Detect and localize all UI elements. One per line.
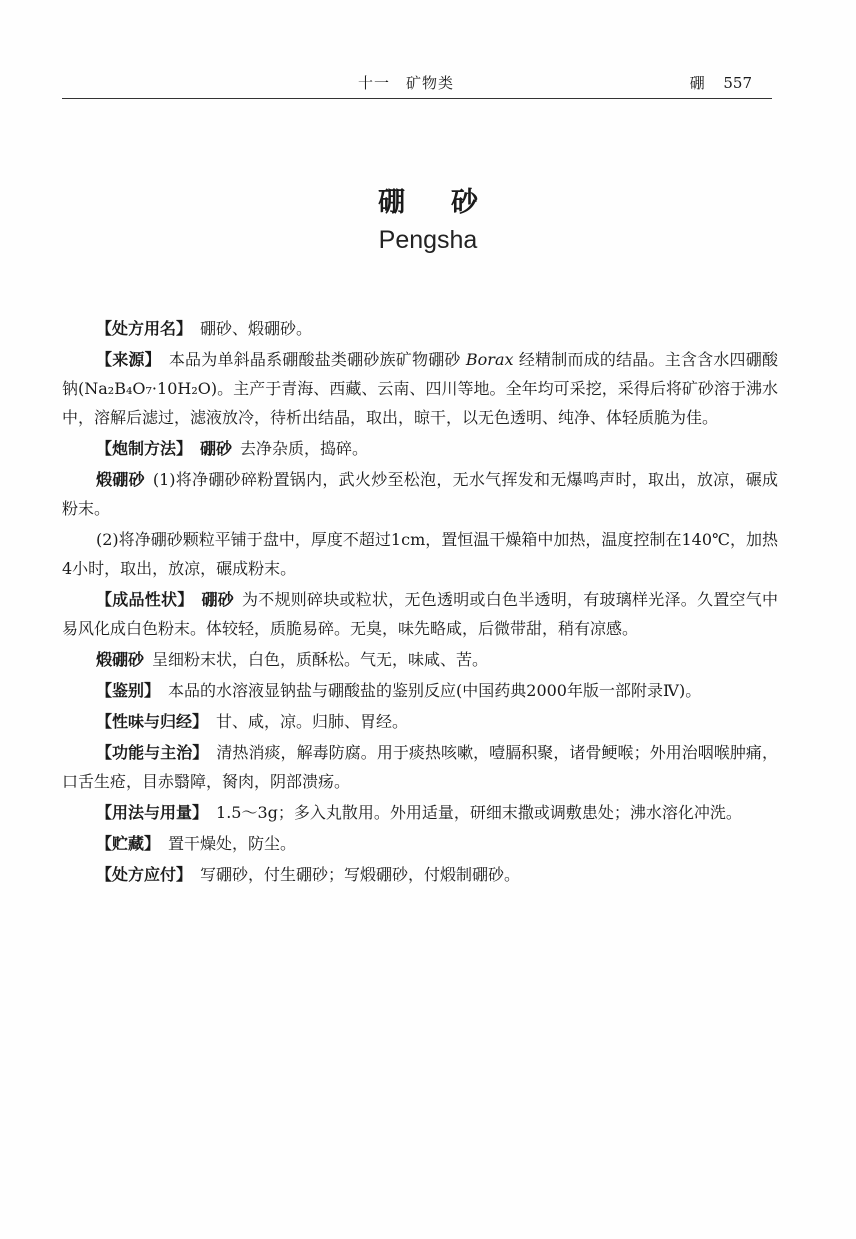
- entry-label: 硼: [689, 74, 705, 92]
- section-product-properties: [62, 585, 778, 643]
- section-text: (2)将净硼砂颗粒平铺于盘中，厚度不超过1cm，置恒温干燥箱中加热，温度控制在140℃，加热4小时，取出，放凉，碾成粉末。: [62, 530, 778, 578]
- running-header: [62, 70, 772, 99]
- section-storage: [62, 829, 778, 858]
- section-heading: 【贮藏】: [96, 834, 161, 853]
- section-nature-meridian: [62, 707, 778, 736]
- section-text: 去净杂质，捣碎。: [240, 439, 369, 458]
- section-heading: 【成品性状】: [96, 590, 194, 609]
- section-text: 本品为单斜晶系硼酸盐类硼砂族矿物硼砂: [168, 350, 461, 369]
- section-text: 写硼砂，付生硼砂；写煅硼砂，付煅制硼砂。: [200, 865, 521, 884]
- section-heading: 【功能与主治】: [96, 743, 209, 762]
- section-dispensing: [62, 860, 778, 889]
- section-text: 甘、咸，凉。归肺、胃经。: [216, 712, 409, 731]
- entry-body: [62, 314, 778, 891]
- section-heading: 【处方应付】: [96, 865, 193, 884]
- page-subtitle-pinyin: Pengsha: [378, 226, 478, 254]
- section-heading: 【鉴别】: [96, 681, 161, 700]
- section-heading: 【来源】: [96, 350, 161, 369]
- page-number: 557: [723, 74, 752, 92]
- section-text: 置干燥处，防尘。: [168, 834, 297, 853]
- page-title: 硼砂: [378, 187, 524, 218]
- section-text: 本品的水溶液显钠盐与硼酸盐的鉴别反应(中国药典2000年版一部附录Ⅳ)。: [168, 681, 702, 700]
- section-prescription-name: [62, 314, 778, 343]
- section-text: 硼砂、煅硼砂。: [200, 319, 313, 338]
- item-keyword: 硼砂: [201, 590, 234, 609]
- section-source: [62, 345, 778, 432]
- section-processing: [62, 434, 778, 463]
- section-text: 经精制而成的结晶。主含含水四硼酸钠(Na₂B₄O₇·10H₂O)。主产于青海、西藏、云南、四川等地。全年均可采挖，采得后将矿砂溶于沸水中，溶解后滤过，滤液放冷，待析出结晶，取出，晾干，以无色透明、纯净、体轻质脆为佳。: [62, 350, 778, 427]
- item-keyword: 煅硼砂: [96, 470, 145, 489]
- section-text: 清热消痰，解毒防腐。用于痰热咳嗽，噎膈积聚，诸骨鲠喉；外用治咽喉肿痛，口舌生疮，目赤翳障，胬肉，阴部溃疡。: [62, 743, 778, 791]
- section-text: 1.5～3g；多入丸散用。外用适量，研细末撒或调敷患处；沸水溶化冲洗。: [216, 803, 742, 822]
- section-heading: 【用法与用量】: [96, 803, 209, 822]
- section-function: [62, 738, 778, 796]
- item-keyword: 煅硼砂: [96, 650, 145, 669]
- latin-name: Borax: [465, 350, 514, 369]
- section-text: 为不规则碎块或粒状，无色透明或白色半透明，有玻璃样光泽。久置空气中易风化成白色粉末。体较轻，质脆易碎。无臭，味先略咸，后微带甜，稍有凉感。: [62, 590, 778, 638]
- section-text: (1)将净硼砂碎粉置锅内，武火炒至松泡，无水气挥发和无爆鸣声时，取出，放凉，碾成粉末。: [62, 470, 778, 518]
- section-product-calcined: [62, 645, 778, 674]
- section-heading: 【处方用名】: [96, 319, 193, 338]
- chapter-label: 十一 矿物类: [358, 74, 455, 92]
- section-heading: 【炮制方法】: [96, 439, 193, 458]
- section-heading: 【性味与归经】: [96, 712, 209, 731]
- section-text: 呈细粉末状，白色，质酥松。气无，味咸、苦。: [152, 650, 489, 669]
- section-usage: [62, 798, 778, 827]
- section-identification: [62, 676, 778, 705]
- header-right: [676, 72, 752, 93]
- section-calcined-method-1: [62, 465, 778, 523]
- section-calcined-method-2: [62, 525, 778, 583]
- item-keyword: 硼砂: [200, 439, 233, 458]
